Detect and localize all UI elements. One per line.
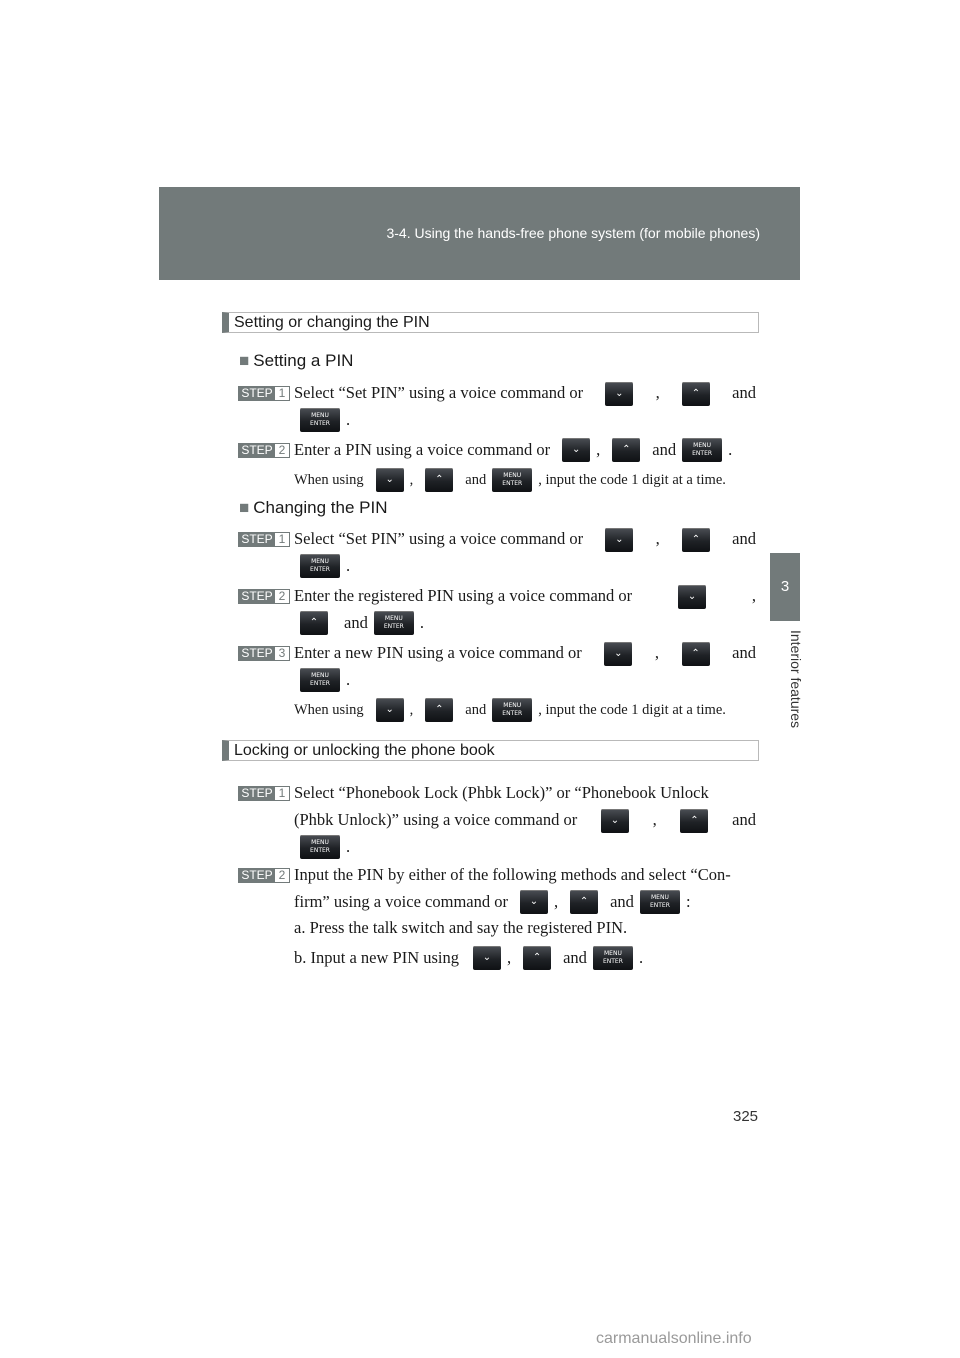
chevron-down-icon: ⌄	[520, 890, 548, 914]
chevron-up-icon: ⌃	[523, 946, 551, 970]
step-badge: STEP 3	[238, 646, 290, 661]
chevron-up-icon: ⌃	[682, 382, 710, 406]
chevron-down-icon: ⌄	[604, 642, 632, 666]
step-text-cont: firm” using a voice command or ⌄ , ⌃ and MENU ENTER :	[294, 889, 756, 915]
chevron-down-icon: ⌄	[601, 809, 629, 833]
menu-enter-button-icon: MENU ENTER	[640, 890, 680, 914]
menu-enter-button-icon: MENU ENTER	[492, 468, 532, 492]
chevron-up-icon: ⌃	[425, 468, 453, 492]
watermark: carmanualsonline.info	[596, 1330, 752, 1347]
step-text-cont: MENU ENTER .	[294, 834, 756, 860]
step-text: Select “Set PIN” using a voice command or ⌄ , ⌃ and	[294, 526, 756, 552]
step-text: Input the PIN by either of the following methods and select “Con-	[294, 865, 731, 884]
step-text-cont: (Phbk Unlock)” using a voice command or ⌄ , ⌃ and	[294, 807, 756, 833]
chevron-up-icon: ⌃	[570, 890, 598, 914]
step-badge: STEP 2	[238, 589, 290, 604]
step-badge: STEP 1	[238, 786, 290, 801]
step-text: Enter a PIN using a voice command or ⌄ , ⌃ and MENU ENTER .	[294, 437, 756, 463]
step-text-cont: ⌃ and MENU ENTER .	[294, 610, 756, 636]
chevron-up-icon: ⌃	[680, 809, 708, 833]
menu-enter-button-icon: MENU ENTER	[682, 438, 722, 462]
chevron-down-icon: ⌄	[605, 528, 633, 552]
menu-enter-button-icon: MENU ENTER	[374, 611, 414, 635]
menu-enter-button-icon: MENU ENTER	[300, 835, 340, 859]
subheading-changing-pin: ■ Changing the PIN	[239, 498, 388, 517]
chevron-down-icon: ⌄	[562, 438, 590, 462]
step-badge: STEP 1	[238, 532, 290, 547]
chevron-up-icon: ⌃	[682, 642, 710, 666]
step-text: Enter the registered PIN using a voice command or ⌄ ,	[294, 583, 756, 609]
step-badge: STEP 2	[238, 868, 290, 883]
chevron-up-icon: ⌃	[300, 611, 328, 635]
chevron-up-icon: ⌃	[425, 698, 453, 722]
option-a: a. Press the talk switch and say the registered PIN.	[294, 918, 628, 937]
note-text: When using ⌄ , ⌃ and MENU ENTER , input the code 1 digit at a time.	[294, 467, 756, 493]
note-text: When using ⌄ , ⌃ and MENU ENTER , input the code 1 digit at a time.	[294, 697, 756, 723]
chapter-header	[159, 187, 800, 280]
chevron-down-icon: ⌄	[376, 468, 404, 492]
subheading-setting-pin: ■ Setting a PIN	[239, 351, 354, 370]
menu-enter-button-icon: MENU ENTER	[300, 408, 340, 432]
chapter-title: 3-4. Using the hands-free phone system (for mobile phones)	[386, 225, 760, 241]
square-bullet-icon: ■	[239, 498, 250, 517]
menu-enter-button-icon: MENU ENTER	[300, 668, 340, 692]
chevron-up-icon: ⌃	[682, 528, 710, 552]
step-badge: STEP 1	[238, 386, 290, 401]
option-b: b. Input a new PIN using ⌄ , ⌃ and MENU ENTER .	[294, 945, 756, 971]
chevron-down-icon: ⌄	[473, 946, 501, 970]
menu-enter-button-icon: MENU ENTER	[300, 554, 340, 578]
square-bullet-icon: ■	[239, 351, 250, 370]
step-text-cont: MENU ENTER .	[294, 667, 756, 693]
chevron-down-icon: ⌄	[376, 698, 404, 722]
page-number: 325	[733, 1108, 759, 1125]
chapter-tab: 3	[770, 553, 800, 621]
chevron-up-icon: ⌃	[612, 438, 640, 462]
step-text: Select “Phonebook Lock (Phbk Lock)” or “Phonebook Unlock	[294, 783, 709, 802]
chevron-down-icon: ⌄	[678, 585, 706, 609]
step-text: Enter a new PIN using a voice command or ⌄ , ⌃ and	[294, 640, 756, 666]
step-text-cont: MENU ENTER .	[294, 553, 756, 579]
section-title-pin: Setting or changing the PIN	[222, 312, 759, 333]
menu-enter-button-icon: MENU ENTER	[593, 946, 633, 970]
chevron-down-icon: ⌄	[605, 382, 633, 406]
step-text: Select “Set PIN” using a voice command or ⌄ , ⌃ and	[294, 380, 756, 406]
section-title-phonebook: Locking or unlocking the phone book	[222, 740, 759, 761]
step-badge: STEP 2	[238, 443, 290, 458]
menu-enter-button-icon: MENU ENTER	[492, 698, 532, 722]
chapter-side-label: Interior features	[788, 630, 804, 729]
step-text-cont: MENU ENTER .	[294, 407, 756, 433]
